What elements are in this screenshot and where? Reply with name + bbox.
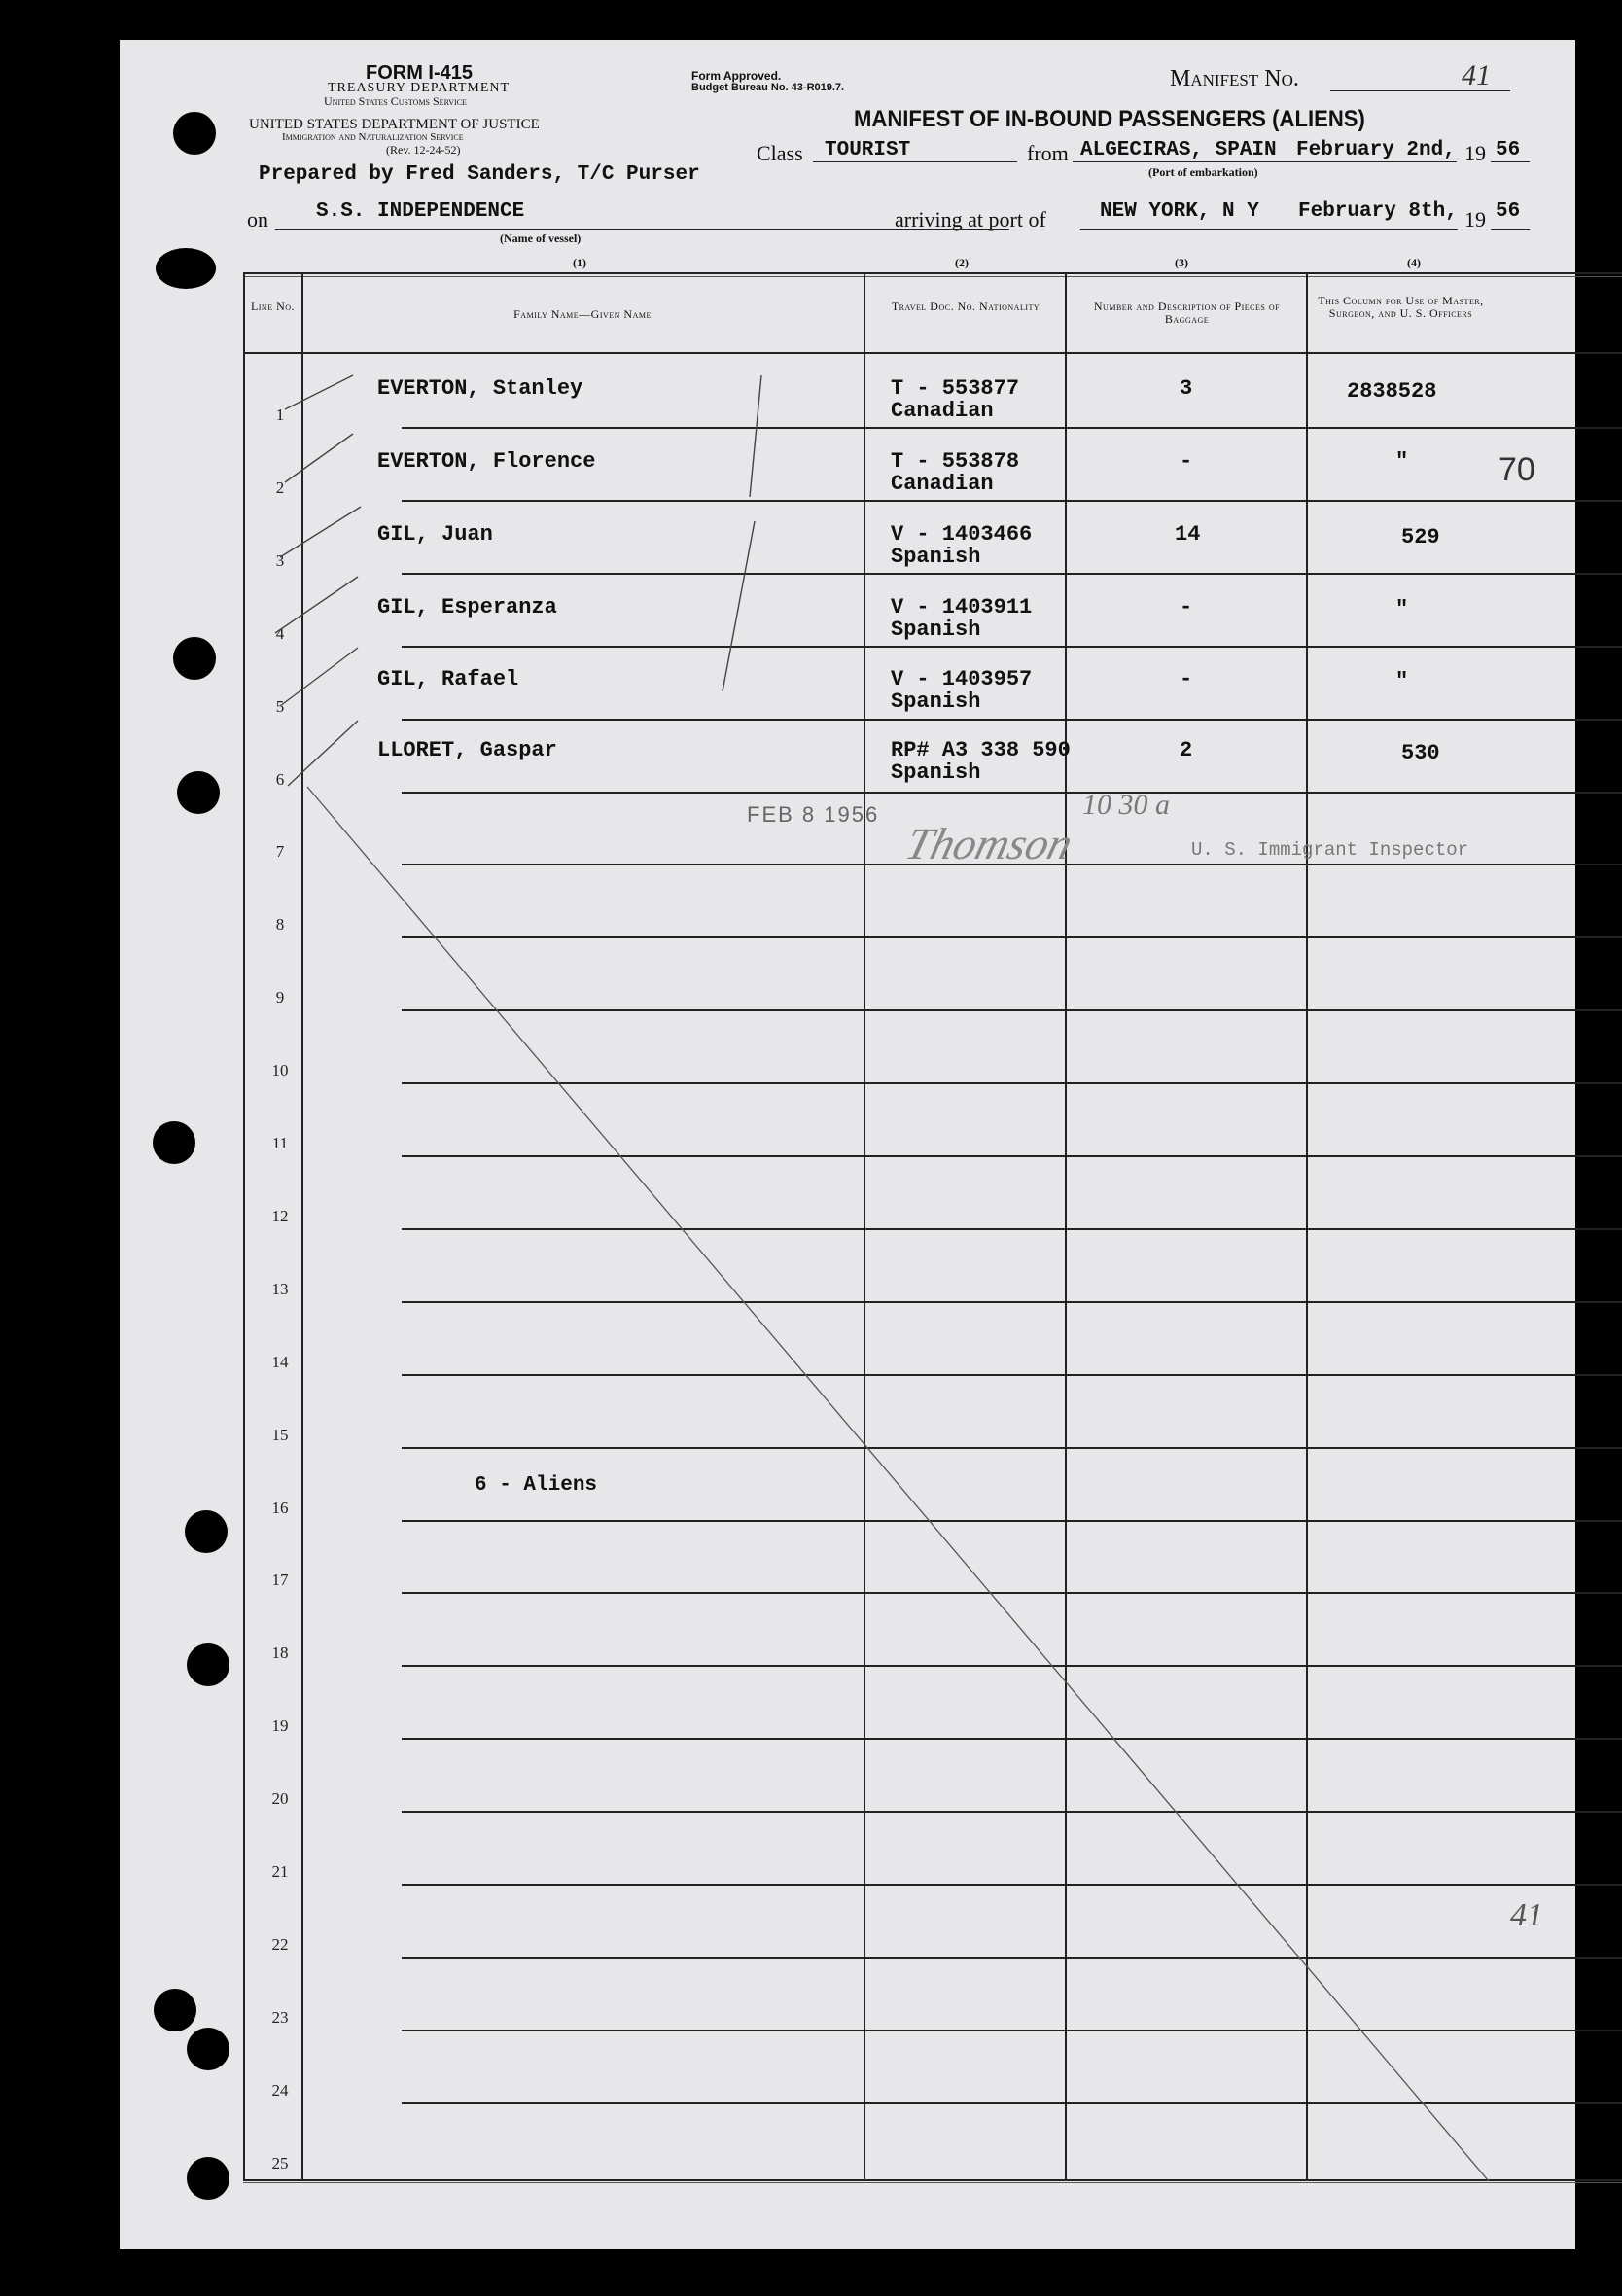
column-number-4: (4) — [1407, 256, 1421, 269]
check-mark — [280, 507, 361, 557]
class-value: TOURIST — [825, 139, 911, 161]
punch-hole — [187, 1643, 229, 1686]
revision-date: (Rev. 12-24-52) — [386, 143, 461, 157]
check-mark — [288, 721, 358, 786]
embark-year: 56 — [1496, 139, 1521, 161]
cancel-diagonal — [307, 787, 1489, 2181]
travel-doc-number: V - 1403466 — [891, 522, 1033, 547]
nationality: Spanish — [891, 760, 981, 785]
line-number: 16 — [271, 1499, 289, 1517]
baggage-count: - — [1180, 595, 1193, 619]
date-stamp: FEB 8 1956 — [747, 802, 880, 827]
baggage-count: 14 — [1175, 522, 1201, 547]
travel-doc-number: T - 553878 — [891, 449, 1020, 474]
header-line-no: Line No. — [250, 300, 296, 313]
inspector-signature: Thomson — [900, 819, 1078, 868]
travel-doc-number: V - 1403911 — [891, 595, 1033, 619]
column-number-2: (2) — [955, 256, 969, 269]
tick-line — [723, 521, 755, 691]
arrival-year: 56 — [1496, 200, 1521, 223]
time-note: 10 30 a — [1082, 789, 1170, 821]
officer-note: " — [1395, 449, 1409, 474]
punch-hole — [187, 2028, 229, 2070]
line-number: 2 — [275, 478, 285, 497]
passenger-name: EVERTON, Stanley — [377, 376, 583, 401]
line-number: 15 — [271, 1426, 289, 1444]
travel-doc-number: V - 1403957 — [891, 667, 1033, 691]
line-number: 18 — [271, 1643, 289, 1662]
baggage-count: 2 — [1180, 738, 1193, 762]
line-number: 7 — [275, 842, 285, 861]
embark-date: February 2nd, — [1296, 139, 1456, 161]
tick-line — [750, 375, 761, 497]
officer-note: 2838528 — [1347, 379, 1437, 404]
line-number: 21 — [271, 1862, 289, 1881]
officer-note: " — [1395, 669, 1409, 693]
column-number-1: (1) — [573, 256, 586, 269]
total-aliens: 6 - Aliens — [475, 1474, 598, 1497]
line-number: 20 — [271, 1789, 289, 1808]
inspector-title: U. S. Immigrant Inspector — [1191, 839, 1469, 861]
class-label: Class — [757, 141, 803, 165]
margin-number: 70 — [1499, 451, 1535, 488]
punch-hole — [153, 1121, 195, 1164]
vessel-name: S.S. INDEPENDENCE — [316, 200, 525, 223]
punch-hole — [173, 112, 216, 155]
form-number: FORM I-415 — [366, 62, 474, 84]
column-number-3: (3) — [1175, 256, 1188, 269]
customs-service: United States Customs Service — [324, 94, 467, 108]
vessel-caption: (Name of vessel) — [500, 231, 582, 245]
arrival-year-prefix: 19 — [1464, 207, 1486, 231]
port-of-embarkation: ALGECIRAS, SPAIN — [1080, 139, 1277, 161]
baggage-count: 3 — [1180, 376, 1193, 401]
line-number: 8 — [275, 915, 285, 934]
punch-hole — [173, 637, 216, 680]
nationality: Spanish — [891, 545, 981, 569]
check-mark — [285, 434, 353, 482]
check-mark — [275, 577, 358, 633]
line-number: 13 — [271, 1280, 289, 1298]
passenger-name: GIL, Juan — [377, 522, 493, 547]
punch-hole — [156, 248, 216, 289]
line-number: 14 — [271, 1353, 289, 1371]
line-number: 17 — [271, 1571, 289, 1589]
line-number: 25 — [271, 2154, 289, 2172]
arrival-port: NEW YORK, N Y — [1100, 200, 1259, 223]
passenger-name: GIL, Rafael — [377, 667, 519, 691]
passenger-name: LLORET, Gaspar — [377, 738, 557, 762]
from-label: from — [1027, 141, 1069, 165]
port-embark-caption: (Port of embarkation) — [1148, 165, 1258, 179]
form-approved: Form Approved. — [691, 69, 782, 83]
header-officers: This Column for Use of Master, Surgeon, and U. S. Officers — [1318, 294, 1484, 320]
treasury-department: TREASURY DEPARTMENT — [328, 81, 511, 95]
passenger-name: EVERTON, Florence — [377, 449, 596, 474]
ins-service: Immigration and Naturalization Service — [282, 131, 464, 143]
officer-note: " — [1395, 597, 1409, 621]
line-number: 9 — [275, 988, 285, 1007]
travel-doc-number: T - 553877 — [891, 376, 1020, 401]
punch-hole — [187, 2157, 229, 2200]
justice-department: UNITED STATES DEPARTMENT OF JUSTICE — [249, 117, 540, 132]
embark-year-prefix: 19 — [1464, 141, 1486, 165]
baggage-count: - — [1180, 667, 1193, 691]
line-number: 11 — [271, 1134, 289, 1152]
line-number: 5 — [275, 697, 285, 716]
line-number: 23 — [271, 2008, 289, 2027]
header-name: Family Name—Given Name — [513, 307, 652, 321]
check-mark — [280, 648, 358, 706]
line-number: 19 — [271, 1716, 289, 1735]
header-travel-doc: Travel Doc. No. Nationality — [891, 300, 1040, 313]
prepared-by: Prepared by Fred Sanders, T/C Purser — [259, 163, 700, 186]
header-baggage: Number and Description of Pieces of Baggage — [1093, 300, 1281, 326]
officer-note: 529 — [1401, 525, 1440, 549]
line-number: 12 — [271, 1207, 289, 1225]
page-number: 41 — [1510, 1897, 1543, 1933]
on-label: on — [247, 207, 268, 231]
line-number: 10 — [271, 1061, 289, 1079]
nationality: Canadian — [891, 472, 994, 496]
arriving-label: arriving at port of — [895, 207, 1046, 231]
passenger-name: GIL, Esperanza — [377, 595, 557, 619]
nationality: Spanish — [891, 689, 981, 714]
baggage-count: - — [1180, 449, 1193, 474]
nationality: Spanish — [891, 618, 981, 642]
punch-hole — [154, 1989, 196, 2031]
check-mark — [285, 375, 353, 409]
manifest-title: MANIFEST OF IN-BOUND PASSENGERS (ALIENS) — [854, 106, 1365, 132]
arrival-date: February 8th, — [1298, 200, 1458, 223]
nationality: Canadian — [891, 399, 994, 423]
line-number: 4 — [275, 624, 285, 643]
officer-note: 530 — [1401, 741, 1440, 765]
line-number: 6 — [275, 770, 285, 789]
punch-hole — [177, 771, 220, 814]
manifest-sheet — [120, 40, 1575, 2249]
manifest-no-label: Manifest No. — [1170, 66, 1299, 91]
line-number: 22 — [271, 1935, 289, 1954]
punch-hole — [185, 1510, 228, 1553]
line-number: 3 — [275, 551, 285, 570]
travel-doc-number: RP# A3 338 590 — [891, 738, 1071, 762]
line-number: 24 — [271, 2081, 289, 2100]
budget-bureau: Budget Bureau No. 43-R019.7. — [691, 82, 845, 93]
manifest-no-value: 41 — [1462, 59, 1491, 91]
pencil-marks — [120, 40, 1575, 2249]
line-number: 1 — [275, 406, 285, 424]
